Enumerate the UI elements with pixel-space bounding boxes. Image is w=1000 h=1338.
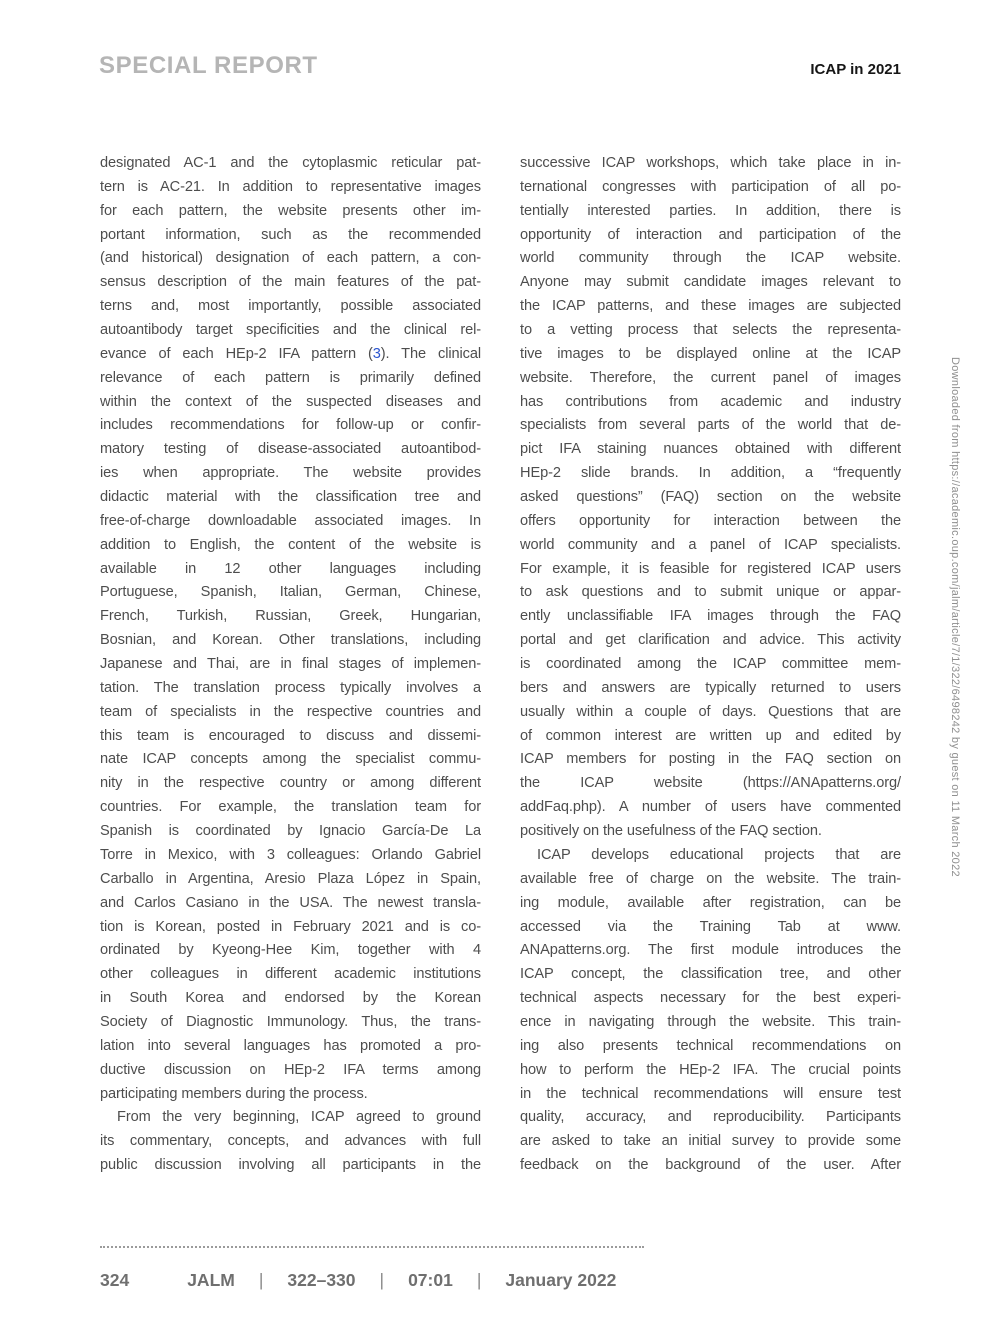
text-line (520, 1154, 901, 1178)
text-span: quality, accuracy, and reproducibility. Participants (520, 1109, 901, 1126)
text-span: and Carlos Casiano in the USA. The newest transla- (100, 894, 481, 911)
right-text-column (520, 152, 901, 1178)
text-span: designated AC-1 and the cytoplasmic reticular pat- (100, 155, 481, 171)
text-span: specialists from several parts of the world that de- (520, 417, 901, 434)
text-span: evance of each HEp-2 IFA pattern ( (100, 345, 373, 362)
text-span: terns and, most importantly, possible associated (100, 298, 481, 315)
text-span: other colleagues in different academic institutions (100, 966, 481, 983)
text-span: Portuguese, Spanish, Italian, German, Chinese, (100, 584, 481, 601)
text-line (520, 844, 901, 868)
text-span: ies when appropriate. The website provides (100, 465, 481, 482)
text-line (520, 1106, 901, 1130)
text-line (100, 796, 481, 820)
text-line (100, 725, 481, 749)
footer-separator: | (476, 1270, 482, 1290)
text-line (520, 963, 901, 987)
text-line (100, 1154, 481, 1178)
text-span: Society of Diagnostic Immunology. Thus, the trans- (100, 1013, 481, 1030)
text-line (100, 271, 481, 295)
text-line (520, 152, 901, 176)
text-span: matory testing of disease-associated autoantibod- (100, 441, 481, 458)
text-line (520, 653, 901, 677)
text-span: ently unclassifiable IFA images through the FAQ (520, 608, 901, 625)
text-span: is coordinated among the ICAP committee mem- (520, 656, 901, 673)
text-line (100, 152, 481, 176)
text-span: ordinated by Kyeong-Hee Kim, together with 4 (100, 942, 481, 959)
issue-time: 07:01 (408, 1270, 453, 1290)
text-span: ICAP concept, the classification tree, and other (520, 966, 901, 983)
text-line (100, 844, 481, 868)
text-span: relevance of each pattern is primarily defined (100, 369, 481, 386)
text-line (100, 391, 481, 415)
text-line (520, 486, 901, 510)
text-line (520, 224, 901, 248)
text-span: asked questions” (FAQ) section on the website (520, 489, 901, 506)
text-line (100, 1083, 481, 1107)
text-line (100, 1011, 481, 1035)
section-title: SPECIAL REPORT (99, 52, 318, 79)
text-span: has contributions from academic and industry (520, 393, 901, 410)
text-line (100, 343, 481, 367)
citation-link[interactable]: 3 (372, 345, 381, 362)
text-span: are asked to take an initial survey to provide some (520, 1133, 901, 1150)
text-span: the ICAP website (https://ANApatterns.org/ (520, 775, 901, 792)
text-span: portal and get clarification and advice. This activity (520, 632, 901, 649)
text-line (100, 1059, 481, 1083)
text-line (100, 200, 481, 224)
text-line (100, 462, 481, 486)
text-line (520, 1011, 901, 1035)
text-line (520, 892, 901, 916)
text-span: autoantibody target specificities and the clinical rel- (100, 322, 481, 339)
text-span: Torre in Mexico, with 3 colleagues: Orlando Gabriel (100, 846, 481, 863)
text-span: world community and a panel of ICAP specialists. (520, 536, 901, 553)
text-line (520, 271, 901, 295)
text-span: portant information, such as the recommended (100, 226, 481, 243)
text-span: ANApatterns.org. The first module introduces the (520, 942, 901, 959)
text-line (520, 605, 901, 629)
issue-date: January 2022 (505, 1270, 617, 1290)
text-span: For example, it is feasible for registered ICAP users (520, 560, 901, 577)
text-span: pict IFA staining nuances obtained with different (520, 441, 901, 458)
text-line (520, 1083, 901, 1107)
text-span: this team is encouraged to discuss and dissemi- (100, 727, 481, 744)
footer (100, 1270, 616, 1291)
text-span: within the context of the suspected diseases and (100, 393, 481, 410)
text-line (520, 868, 901, 892)
text-line (100, 558, 481, 582)
text-line (100, 748, 481, 772)
text-span: ing module, available after registration, can be (520, 894, 901, 911)
text-span: for each pattern, the website presents other im- (100, 202, 481, 219)
text-span: French, Turkish, Russian, Greek, Hungarian, (100, 608, 481, 625)
text-span: addFaq.php). A number of users have commented (520, 799, 901, 816)
text-span: Spanish is coordinated by Ignacio García-De La (100, 823, 481, 840)
text-span: team of specialists in the respective countries and (100, 703, 481, 720)
footer-separator: | (379, 1270, 385, 1290)
text-line (100, 605, 481, 629)
text-line (100, 534, 481, 558)
text-line (520, 462, 901, 486)
footer-dotted-rule (100, 1246, 644, 1248)
text-line (100, 176, 481, 200)
text-span: offers opportunity for interaction between the (520, 512, 901, 529)
left-text-column (100, 152, 481, 1178)
text-span: accessed via the Training Tab at www. (520, 918, 901, 935)
text-span: includes recommendations for follow-up or confir- (100, 417, 481, 434)
text-line (100, 438, 481, 462)
text-span: feedback on the background of the user. After (520, 1157, 901, 1174)
text-line (520, 725, 901, 749)
text-line (520, 820, 901, 844)
text-line (520, 581, 901, 605)
text-line (520, 916, 901, 940)
text-line (520, 677, 901, 701)
page-range: 322–330 (287, 1270, 356, 1290)
text-line (520, 772, 901, 796)
text-line (520, 176, 901, 200)
text-line (100, 581, 481, 605)
text-line (100, 772, 481, 796)
text-span: ing also presents technical recommendations on (520, 1037, 901, 1054)
text-span: technical aspects necessary for the best experi- (520, 990, 901, 1007)
text-line (100, 916, 481, 940)
text-span: nity in the respective country or among different (100, 775, 481, 792)
text-span: usually within a couple of days. Questions that are (520, 703, 901, 720)
text-span: tation. The translation process typically involves a (100, 679, 481, 696)
text-line (100, 701, 481, 725)
text-span: (and historical) designation of each pattern, a con- (100, 250, 481, 267)
text-line (100, 1106, 481, 1130)
text-span: website. Therefore, the current panel of images (520, 369, 901, 386)
text-span: bers and answers are typically returned to users (520, 679, 901, 696)
text-line (100, 987, 481, 1011)
download-watermark: Downloaded from https://academic.oup.com/jalm/article/7/1/322/6498242 by guest on 11 March 2022 (949, 357, 961, 877)
text-span: ence in navigating through the website. This train- (520, 1013, 901, 1030)
text-span: how to perform the HEp-2 IFA. The crucial points (520, 1061, 901, 1078)
text-line (100, 367, 481, 391)
text-span: lation into several languages has promoted a pro- (100, 1037, 481, 1054)
text-span: to a vetting process that selects the representa- (520, 322, 901, 339)
text-span: tern is AC-21. In addition to representative images (100, 178, 481, 195)
text-line (520, 295, 901, 319)
footer-separator: | (258, 1270, 264, 1290)
text-line (520, 510, 901, 534)
text-span: addition to English, the content of the website is (100, 536, 481, 553)
text-span: participating members during the process. (100, 1085, 368, 1102)
text-span: positively on the usefulness of the FAQ section. (520, 823, 822, 840)
text-span: tive images to be displayed online at the ICAP (520, 345, 901, 362)
text-line (100, 295, 481, 319)
text-line (520, 1130, 901, 1154)
page-number: 324 (100, 1270, 130, 1290)
text-line (100, 939, 481, 963)
text-span: didactic material with the classification tree and (100, 489, 481, 506)
text-line (100, 892, 481, 916)
text-line (520, 987, 901, 1011)
text-line (100, 963, 481, 987)
text-span: tentially interested parties. In addition, there is (520, 202, 901, 219)
text-line (520, 367, 901, 391)
journal-name: JALM (187, 1270, 235, 1290)
text-line (520, 534, 901, 558)
text-line (100, 486, 481, 510)
text-span: countries. For example, the translation team for (100, 799, 481, 816)
text-line (520, 343, 901, 367)
text-span: the ICAP patterns, and these images are subjected (520, 298, 901, 315)
text-line (520, 796, 901, 820)
text-line (100, 868, 481, 892)
text-line (520, 1059, 901, 1083)
text-span: successive ICAP workshops, which take place in in- (520, 155, 901, 171)
text-line (100, 224, 481, 248)
text-line (520, 629, 901, 653)
text-span: sensus description of the main features of the pat- (100, 274, 481, 291)
text-span: ductive discussion on HEp-2 IFA terms among (100, 1061, 481, 1078)
text-line (520, 247, 901, 271)
text-span: ICAP develops educational projects that are (537, 846, 901, 863)
text-line (520, 939, 901, 963)
text-span: HEp-2 slide brands. In addition, a “frequently (520, 465, 901, 482)
text-line (100, 820, 481, 844)
text-span: world community through the ICAP website. (520, 250, 901, 267)
text-line (520, 438, 901, 462)
text-span: public discussion involving all participants in the (100, 1157, 481, 1174)
text-line (520, 391, 901, 415)
text-span: tion is Korean, posted in February 2021 and is co- (100, 918, 481, 935)
text-line (520, 748, 901, 772)
text-span: Carballo in Argentina, Aresio Plaza López in Spain, (100, 870, 481, 887)
text-span: its commentary, concepts, and advances with full (100, 1133, 481, 1150)
text-span: in South Korea and endorsed by the Korean (100, 990, 481, 1007)
text-span: available free of charge on the website. The train- (520, 870, 901, 887)
text-span: opportunity of interaction and participation of the (520, 226, 901, 243)
text-span: Bosnian, and Korean. Other translations, including (100, 632, 481, 649)
text-line (100, 629, 481, 653)
text-span: ternational congresses with participation of all po- (520, 178, 901, 195)
text-line (520, 414, 901, 438)
text-line (100, 677, 481, 701)
text-span: ). The clinical (380, 345, 481, 362)
text-span: free-of-charge downloadable associated images. In (100, 512, 481, 529)
text-span: ICAP members for posting in the FAQ section on (520, 751, 901, 768)
text-line (520, 319, 901, 343)
text-span: Japanese and Thai, are in final stages of implemen- (100, 656, 481, 673)
running-head: ICAP in 2021 (810, 61, 901, 78)
text-line (100, 319, 481, 343)
text-line (520, 701, 901, 725)
text-line (100, 1035, 481, 1059)
text-line (100, 1130, 481, 1154)
text-line (100, 247, 481, 271)
text-span: of common interest are written up and edited by (520, 727, 901, 744)
text-line (100, 653, 481, 677)
text-span: to ask questions and to submit unique or appar- (520, 584, 901, 601)
text-span: in the technical recommendations will ensure test (520, 1085, 901, 1102)
text-line (520, 200, 901, 224)
text-line (520, 558, 901, 582)
text-span: nate ICAP concepts among the specialist commu- (100, 751, 481, 768)
text-line (520, 1035, 901, 1059)
text-span: Anyone may submit candidate images relevant to (520, 274, 901, 291)
text-line (100, 510, 481, 534)
text-span: available in 12 other languages including (100, 560, 481, 577)
text-line (100, 414, 481, 438)
text-span: From the very beginning, ICAP agreed to ground (117, 1109, 481, 1126)
